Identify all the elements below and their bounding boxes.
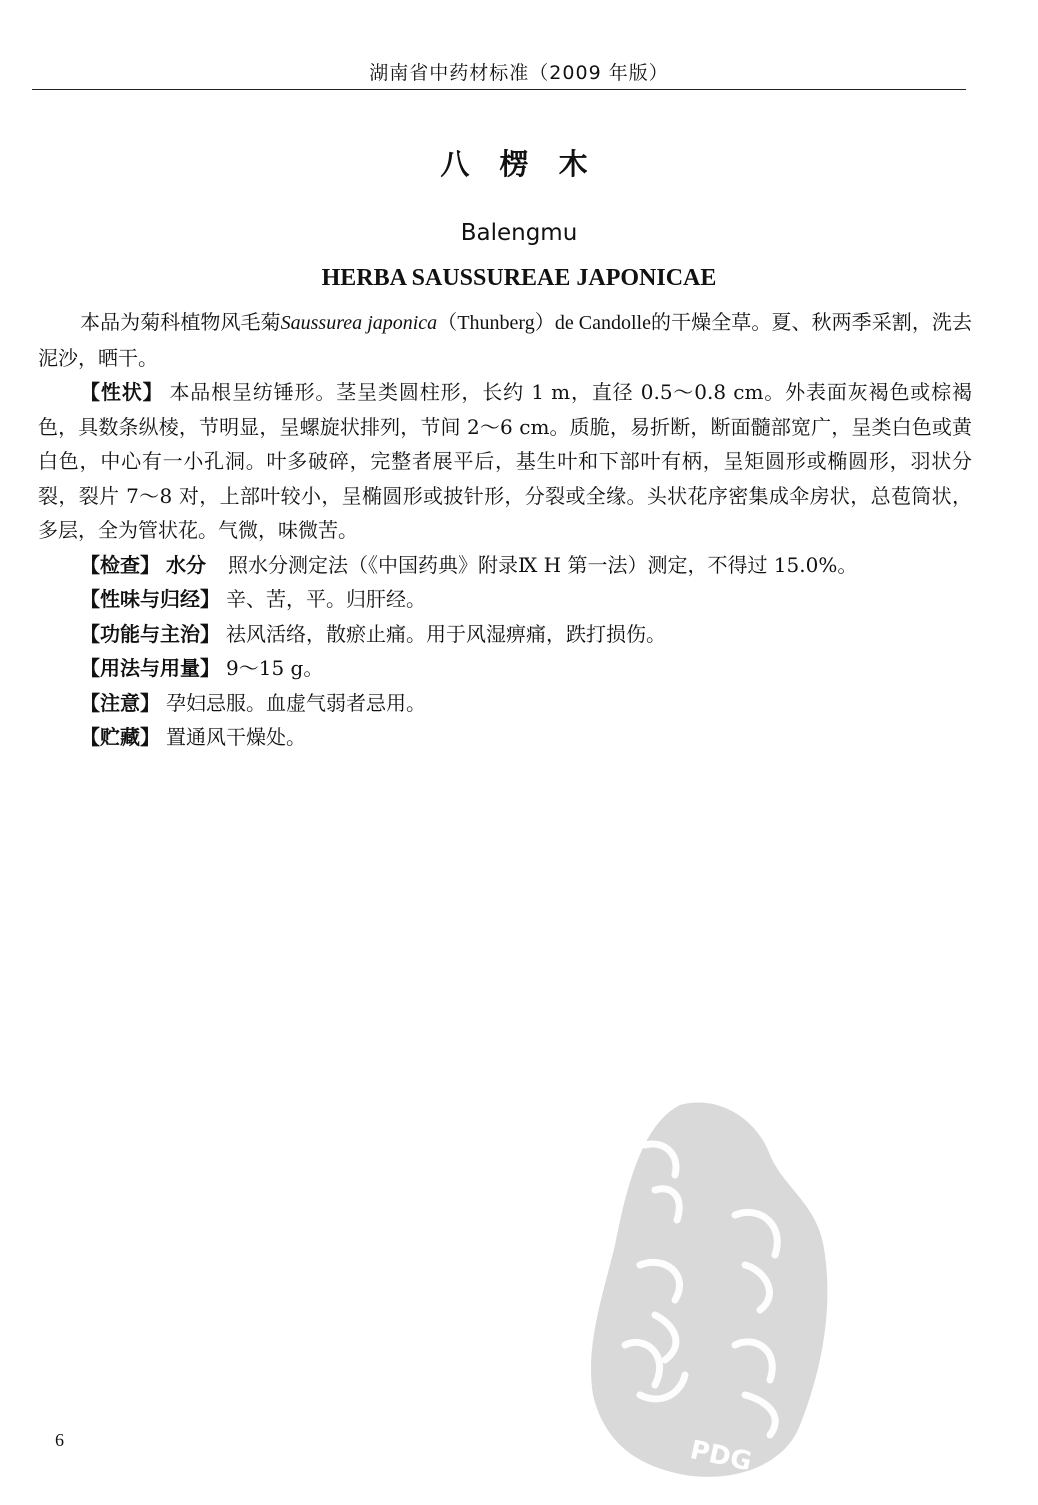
section-inspection — [38, 548, 972, 583]
section-label-nature-meridian: 【性味与归经】 — [80, 587, 220, 611]
origin-text-before: 本品为菊科植物风毛菊 — [80, 310, 281, 334]
monograph-title: 八 楞 木 — [440, 147, 598, 181]
pinyin-name: Balengmu — [460, 220, 578, 246]
watermark-text: PDG — [687, 1435, 755, 1478]
section-text-inspection: 照水分测定法（《中国药典》附录Ⅸ H 第一法）测定，不得过 15.0%。 — [228, 552, 858, 577]
section-function-indication — [38, 617, 972, 652]
species-authority: （Thunberg）de Candolle — [437, 312, 651, 334]
header-rule — [32, 89, 966, 90]
section-text-caution: 孕妇忌服。血虚气弱者忌用。 — [166, 690, 426, 715]
section-text-function-indication: 祛风活络，散瘀止痛。用于风湿痹痛，跌打损伤。 — [226, 621, 666, 646]
section-description — [38, 375, 972, 548]
section-label-inspection: 【检查】 — [80, 552, 160, 577]
origin-text-after: 的干燥全草。夏、秋两季采割，洗去泥沙，晒干。 — [38, 310, 972, 370]
section-sublabel-moisture: 水分 — [166, 552, 206, 577]
section-storage — [38, 720, 972, 755]
watermark-seal-shape — [591, 1102, 827, 1476]
section-label-storage: 【贮藏】 — [80, 725, 160, 749]
section-nature-meridian — [38, 582, 972, 617]
latin-name: HERBA SAUSSUREAE JAPONICAE — [321, 265, 717, 291]
species-name: Saussurea japonica — [280, 312, 438, 334]
section-label-caution: 【注意】 — [80, 690, 160, 715]
section-text-nature-meridian: 辛、苦，平。归肝经。 — [226, 587, 426, 611]
section-label-description: 【性状】 — [80, 380, 164, 404]
section-text-description: 本品根呈纺锤形。茎呈类圆柱形，长约 1 m，直径 0.5～0.8 cm。外表面灰褐色或棕褐色，具数条纵棱，节明显，呈螺旋状排列，节间 2～6 cm。质脆，易折断，断面髓部宽广，呈类白色或黄白色，中心有一小孔洞。叶多破碎，完整者展平后，基生叶和下部叶有柄，呈矩圆形或椭圆形，羽状分裂，裂片 7～8 对，上部叶较小，呈椭圆形或披针形，分裂或全缘。头状花序密集成伞房状，总苞筒状，多层，全为管状花。气微，味微苦。 — [38, 380, 973, 542]
section-caution — [38, 686, 972, 721]
section-usage-dosage — [38, 651, 972, 686]
origin-paragraph — [38, 305, 972, 375]
section-text-storage: 置通风干燥处。 — [166, 725, 306, 749]
monograph-body — [38, 305, 972, 755]
page-number: 6 — [55, 1430, 64, 1450]
section-text-usage-dosage: 9～15 g。 — [226, 656, 324, 680]
section-label-usage-dosage: 【用法与用量】 — [80, 656, 220, 680]
section-label-function-indication: 【功能与主治】 — [80, 621, 220, 646]
running-header: 湖南省中药材标准（2009 年版） — [369, 62, 669, 84]
watermark-seal-icon — [585, 1095, 835, 1485]
